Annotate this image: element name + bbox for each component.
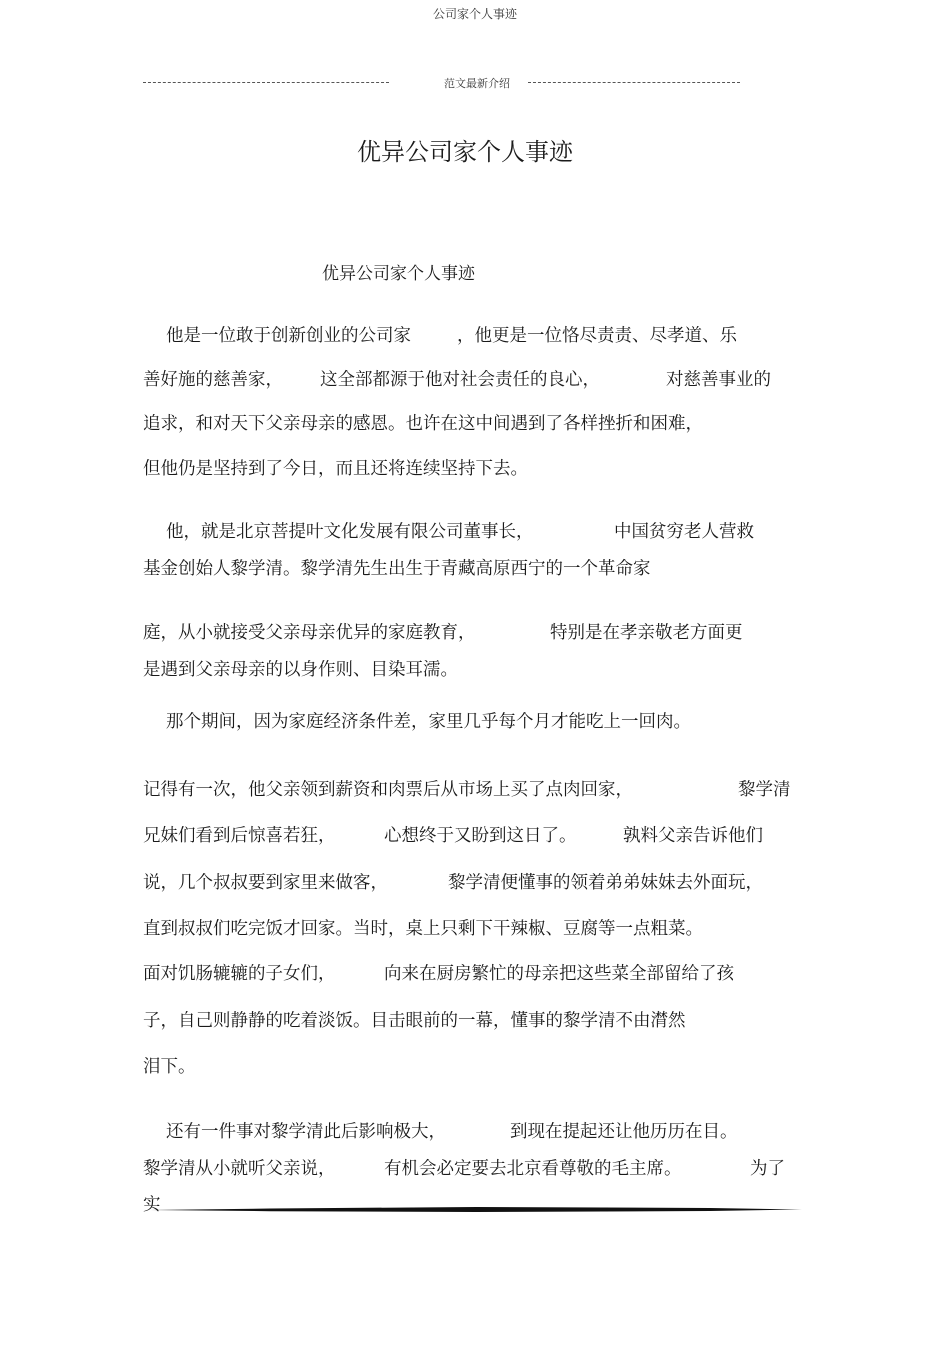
text-line: 这全部都源于他对社会责任的良心，	[320, 370, 600, 390]
text-line: 还有一件事对黎学清此后影响极大，	[166, 1122, 446, 1142]
header-rule-left	[143, 82, 389, 83]
text-line: 黎学清	[738, 780, 791, 800]
text-line: 对慈善事业的	[666, 370, 771, 390]
text-line: 他，就是北京菩提叶文化发展有限公司董事长，	[166, 522, 534, 542]
text-line: 兄妹们看到后惊喜若狂，	[143, 826, 336, 846]
text-line: 记得有一次，他父亲领到薪资和肉票后从市场上买了点肉回家，	[143, 780, 633, 800]
text-line: 是遇到父亲母亲的以身作则、目染耳濡。	[143, 660, 458, 680]
text-line: 追求，和对天下父亲母亲的感恩。也许在这中间遇到了各样挫折和困难，	[143, 414, 703, 434]
page-bottom-rule	[150, 1207, 802, 1212]
text-line: 孰料父亲告诉他们	[623, 826, 763, 846]
running-header: 公司家个人事迹	[432, 7, 517, 21]
text-line: 直到叔叔们吃完饭才回家。当时，桌上只剩下干辣椒、豆腐等一点粗菜。	[143, 919, 703, 939]
text-line: 黎学清便懂事的领着弟弟妹妹去外面玩，	[448, 873, 763, 893]
text-line: 为了	[750, 1159, 785, 1179]
text-line: 到现在提起还让他历历在目。	[510, 1122, 738, 1142]
text-line: 基金创始人黎学清。黎学清先生出生于青藏高原西宁的一个革命家	[143, 559, 651, 579]
text-line: 泪下。	[143, 1057, 196, 1077]
text-line: ，他更是一位恪尽责责、尽孝道、乐	[457, 326, 737, 346]
text-line: 特别是在孝亲敬老方面更	[550, 623, 743, 643]
text-line: 子，自己则静静的吃着淡饭。目击眼前的一幕，懂事的黎学清不由潸然	[143, 1011, 686, 1031]
text-line: 有机会必定要去北京看尊敬的毛主席。	[384, 1159, 682, 1179]
document-subtitle: 优异公司家个人事迹	[322, 264, 475, 284]
text-line: 他是一位敢于创新创业的公司家	[166, 326, 411, 346]
text-line: 说，几个叔叔要到家里来做客，	[143, 873, 388, 893]
text-line: 心想终于又盼到这日了。	[384, 826, 577, 846]
document-title: 优异公司家个人事迹	[357, 138, 573, 166]
text-line: 中国贫穷老人营救	[614, 522, 754, 542]
text-line: 面对饥肠辘辘的子女们，	[143, 964, 336, 984]
text-line: 那个期间，因为家庭经济条件差，家里几乎每个月才能吃上一回肉。	[166, 712, 691, 732]
text-line: 但他仍是坚持到了今日，而且还将连续坚持下去。	[143, 459, 528, 479]
text-line: 庭，从小就接受父亲母亲优异的家庭教育，	[143, 623, 476, 643]
text-line: 向来在厨房繁忙的母亲把这些菜全部留给了孩	[384, 964, 734, 984]
text-line: 善好施的慈善家，	[143, 370, 283, 390]
header-rule-right	[528, 82, 740, 83]
text-line: 黎学清从小就听父亲说，	[143, 1159, 336, 1179]
header-rule-caption: 范文最新介绍	[444, 77, 510, 90]
text-line: 实	[143, 1195, 161, 1215]
